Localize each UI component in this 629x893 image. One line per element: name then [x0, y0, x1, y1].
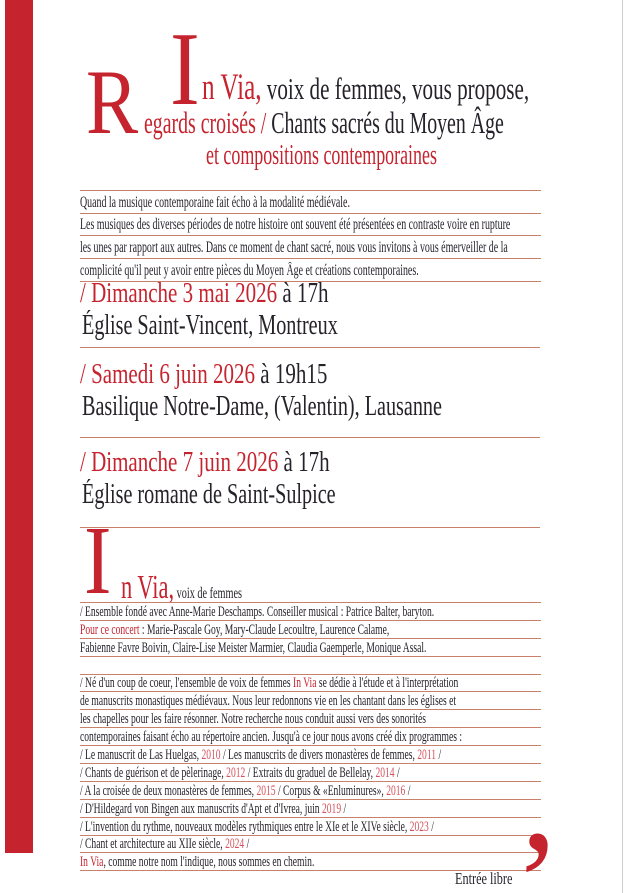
text-line: complicité qu'il peut y avoir entre pièces du Moyen Âge et créations contemporaines.: [80, 259, 541, 282]
title-line2-rest: Chants sacrés du Moyen Âge: [271, 105, 504, 140]
text-line: In Via, comme notre nom l'indique, nous sommes en chemin.: [80, 853, 541, 871]
intro-paragraph: [80, 190, 541, 282]
event-3-venue: Église romane de Saint-Sulpice: [82, 479, 336, 510]
text-line: les chapelles pour les faire résonner. Notre recherche nous conduit aussi vers des sonorités: [80, 710, 541, 728]
text-line: / Le manuscrit de Las Huelgas, 2010 / Les manuscrits de divers monastères de femmes, 2011 /: [80, 746, 541, 764]
text-line: Fabienne Favre Boivin, Claire-Lise Meister Marmier, Claudia Gaemperle, Monique Assal.: [80, 639, 541, 657]
event-2-venue: Basilique Notre-Dame, (Valentin), Lausanne: [82, 391, 442, 422]
text-line: Quand la musique contemporaine fait écho à la modalité médiévale.: [80, 191, 541, 214]
text-line: contemporaines faisant écho au répertoire ancien. Jusqu'à ce jour nous avons créé dix programmes :: [80, 728, 541, 746]
left-red-bar: [5, 0, 33, 853]
text-line: / Né d'un coup de coeur, l'ensemble de voix de femmes In Via se dédie à l'étude et à l'interprétation: [80, 675, 541, 693]
title-regards: egards croisés /: [144, 105, 272, 140]
text-line: / Chants de guérison et de pèlerinage, 2012 / Extraits du graduel de Bellelay, 2014 /: [80, 764, 541, 782]
text-line: Pour ce concert : Marie-Pascale Goy, Mary-Claude Lecoultre, Laurence Calame,: [80, 621, 541, 639]
title-invia: n Via,: [202, 67, 262, 108]
text-line: / A la croisée de deux monastères de femmes, 2015 / Corpus & «Enluminures», 2016 /: [80, 782, 541, 800]
title-line-1: [202, 66, 629, 109]
text-line: [80, 657, 541, 675]
text-line: / Ensemble fondé avec Anne-Marie Deschamps. Conseiller musical : Patrice Balter, baryton.: [80, 603, 541, 621]
event-3-date: / Dimanche 7 juin 2026 à 17h: [80, 447, 330, 478]
title-line-2: [144, 105, 629, 141]
text-line: / D'Hildegard von Bingen aux manuscrits d'Apt et d'Ivrea, juin 2019 /: [80, 800, 541, 818]
section-divider: [80, 527, 540, 528]
ensemble-description: [80, 602, 541, 871]
title-line1-rest: voix de femmes, vous propose,: [261, 71, 530, 106]
text-line: / L'invention du rythme, nouveaux modèles rythmiques entre le XIe et le XIVe siècle, 2023 /: [80, 818, 541, 836]
text-line: de manuscrits monastiques médiévaux. Nous leur redonnons vie en les chantant dans les églises et: [80, 692, 541, 710]
title-dropcap-r: R: [86, 51, 139, 153]
ensemble-dropcap-i: I: [84, 507, 112, 614]
text-line: Les musiques des diverses périodes de notre histoire ont souvent été présentées en contraste voire en rupture: [80, 214, 541, 237]
decorative-comma-glyph: ,: [521, 716, 557, 882]
event-1-venue: Église Saint-Vincent, Montreux: [82, 310, 338, 341]
title-line-3: et compositions contemporaines: [206, 140, 437, 171]
event-2-date: / Samedi 6 juin 2026 à 19h15: [80, 359, 328, 390]
event-1-date: / Dimanche 3 mai 2026 à 17h: [80, 278, 329, 309]
event-divider-2: [80, 437, 540, 438]
ensemble-name: n Via,: [121, 569, 175, 606]
ensemble-subtitle: voix de femmes: [174, 585, 242, 602]
title-dropcap-i: I: [170, 10, 200, 127]
free-entry-label: Entrée libre: [455, 869, 513, 888]
text-line: / Chant et architecture au XIIe siècle, 2024 /: [80, 836, 541, 854]
event-divider-1: [80, 347, 540, 348]
text-line: les unes par rapport aux autres. Dans ce moment de chant sacré, nous vous invitons à vous émerveiller de la: [80, 236, 541, 259]
